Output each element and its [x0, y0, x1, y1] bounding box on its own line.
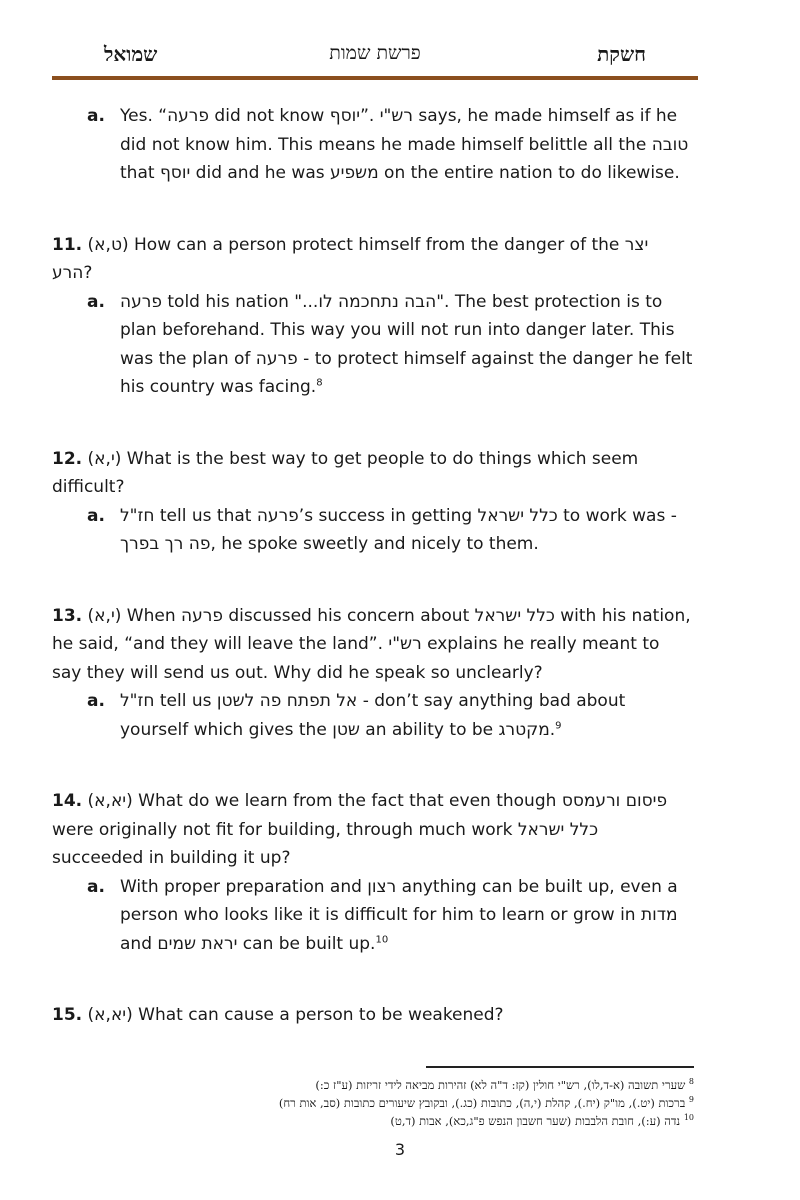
question: 11. (ט,א) How can a person protect himself from the danger of the יצר הרע?	[52, 234, 649, 283]
header-center: פרשת שמות	[329, 42, 421, 64]
footnote-ref: 9	[555, 719, 562, 731]
answer: a. Yes. “פרעה did not know יוסף”. רש"י says, he made himself as if he did not know him. This means he made himself belittle all the טובה that יוסף did and he was משפיע on the entire nation to do likewise.	[87, 102, 694, 188]
answer: a. חז"ל tell us אל תפתח פה לשטן - don’t say anything bad about yourself which gives the שטן an ability to be מקטרג.$^9$	[87, 687, 694, 744]
hebrew-term: מקטרג	[498, 719, 550, 740]
hebrew-term: חז"ל	[120, 505, 155, 526]
hebrew-term: פרעה	[181, 605, 223, 626]
answer: a. With proper preparation and רצון anything can be built up, even a person who looks like it is difficult for him to learn or grow in מדות and יראת שמים can be built up.$^{10}$	[87, 873, 694, 959]
qa-block	[52, 445, 694, 559]
footnote-number: 8	[688, 1077, 694, 1087]
question-number: 13.	[52, 605, 83, 626]
answer-label: a.	[87, 291, 105, 312]
hebrew-term: רש"י	[379, 106, 413, 126]
hebrew-term: בפרך	[120, 534, 160, 554]
hebrew-term: פיסום ורעמסס	[561, 791, 668, 811]
question-number: 11.	[52, 234, 83, 255]
answer: a. פרעה told his nation "הבה נתחכמה לו...". The best protection is to plan beforehand. This way you will not run into danger later. This was the plan of פרעה - to protect himself against the danger he felt his country was facing.$^8$	[87, 288, 694, 402]
question: 12. (י,א) What is the best way to get people to do things which seem difficult?	[52, 448, 639, 497]
page-number: 3	[394, 1140, 406, 1159]
answer: a. חז"ל tell us that פרעה’s success in getting כלל ישראל to work was - בפרך פה רך, he spoke sweetly and nicely to them.	[87, 502, 694, 559]
qa-block	[52, 602, 694, 745]
header-left: שמואל	[104, 42, 158, 66]
footnote-number: 10	[683, 1113, 694, 1123]
question: 13. (י,א) When פרעה discussed his concern about כלל ישראל with his nation, he said, “and they will leave the land”. רש"י explains he really meant to say they will send us out. Why did he speak so unclearly?	[52, 605, 691, 683]
qa-block	[52, 231, 694, 402]
question-number: 14.	[52, 791, 83, 811]
hebrew-term: כלל ישראל	[477, 505, 558, 526]
hebrew-term: פה רך	[164, 534, 211, 554]
hebrew-term: טובה	[651, 134, 689, 155]
answer-label: a.	[87, 876, 105, 897]
hebrew-term: אל תפתח פה לשטן	[216, 691, 358, 711]
footnote-divider	[426, 1066, 694, 1068]
hebrew-term: רצון	[367, 876, 397, 897]
qa-block	[52, 102, 694, 188]
hebrew-term: יראת שמים	[157, 933, 238, 954]
main-content	[52, 102, 694, 1073]
header-rule	[52, 76, 698, 80]
answer-label: a.	[87, 106, 105, 126]
header-right: חשקת	[597, 42, 646, 66]
footnote: $^{10}$ נדה (ע:), חובת הלבבות (שער חשבון הנפש פ"ג,כא), אבות (ד,ט)	[390, 1113, 694, 1128]
hebrew-term: פרעה	[120, 291, 162, 312]
hebrew-term: כלל ישראל	[474, 605, 555, 626]
hebrew-term: מדות	[640, 905, 678, 925]
answer-label: a.	[87, 691, 105, 711]
hebrew-term: פרעה	[256, 505, 299, 526]
hebrew-term: יצר הרע	[52, 234, 649, 283]
hebrew-term: יוסף	[329, 106, 361, 126]
question: 14. (יא,א) What do we learn from the fact that even though פיסום ורעמסס were originally not fit for building, through much work כלל ישראל succeeded in building it up?	[52, 791, 668, 868]
hebrew-term: הבה נתחכמה לו...	[302, 291, 437, 312]
question-number: 12.	[52, 448, 83, 469]
running-header	[52, 38, 698, 76]
footnote: $^9$ ברכות (יט.), מו"ק (יח.), קהלת (י,ה), כתובות (כג.), ובקובץ שיעורים כתובות (סב, אות רח)	[278, 1095, 694, 1110]
hebrew-term: משפיע	[330, 163, 379, 183]
question: 15. (יא,א) What can cause a person to be weakened?	[52, 1005, 504, 1025]
qa-block	[52, 787, 694, 958]
qa-block	[52, 1001, 694, 1030]
answer-label: a.	[87, 505, 105, 526]
hebrew-term: חז"ל	[120, 691, 155, 711]
hebrew-term: רש"י	[388, 634, 422, 654]
hebrew-term: כלל ישראל	[517, 819, 599, 840]
footnote-ref: 10	[375, 933, 389, 945]
footnote: $^8$ שערי תשובה (א-ד,לו), רש"י חולין (קז: ד"ה לא) זהירות מביאה לידי זריזות (ע"ז כ:)	[315, 1077, 694, 1092]
footnote-ref: 8	[316, 377, 323, 389]
hebrew-term: פרעה	[255, 348, 298, 369]
question-number: 15.	[52, 1005, 83, 1025]
hebrew-term: יוסף	[159, 163, 191, 183]
hebrew-term: פרעה	[167, 106, 210, 126]
footnotes	[174, 1076, 694, 1130]
footnote-number: 9	[688, 1095, 694, 1105]
hebrew-term: שטן	[332, 719, 360, 740]
